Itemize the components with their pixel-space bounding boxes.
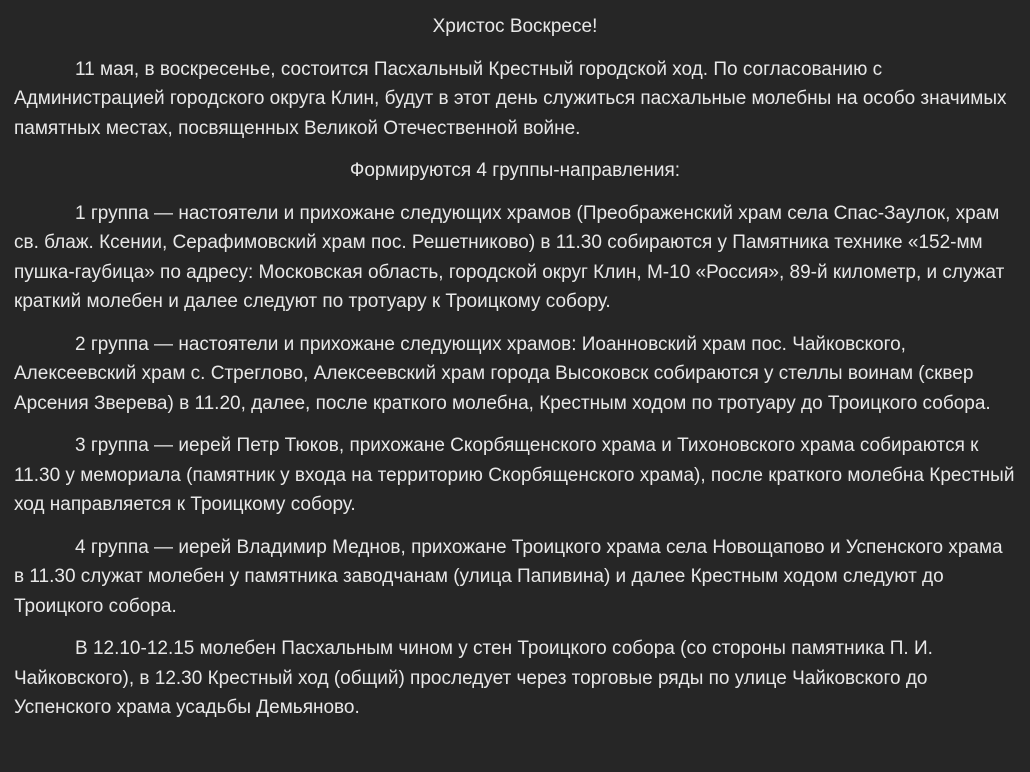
group-2-paragraph: 2 группа — настоятели и прихожане следующих храмов: Иоанновский храм пос. Чайковского, Алексеевский храм с. Стреглово, Алексеевский храм города Высоковск собираются у стеллы воинам (сквер Арсения Зверева) в 11.20, далее, после краткого молебна, Крестным ходом по тротуару до Троицкого собора. bbox=[14, 333, 991, 414]
group-1-paragraph: 1 группа — настоятели и прихожане следующих храмов (Преображенский храм села Спас-Заулок, храм св. блаж. Ксении, Серафимовский храм пос. Решетниково) в 11.30 собираются у Памятника технике «152-мм пушка-гаубица» по адресу: Московская область, городской округ Клин, М-10 «Россия», 89-й километр, и служат краткий молебен и далее следуют по тротуару к Троицкому собору. bbox=[14, 202, 1005, 312]
group-3-paragraph: 3 группа — иерей Петр Тюков, прихожане Скорбященского храма и Тихоновского храма собираются к 11.30 у мемориала (памятник у входа на территорию Скорбященского храма), после краткого молебна Крестный ход направляется к Троицкому собору. bbox=[14, 435, 1015, 515]
intro-paragraph: 11 мая, в воскресенье, состоится Пасхальный Крестный городской ход. По согласованию с Администрацией городского округа Клин, будут в этот день служиться пасхальные молебны на особо значимых памятных местах, посвященных Великой Отечественной войне. bbox=[14, 58, 1007, 139]
group-4-paragraph: 4 группа — иерей Владимир Меднов, прихожане Троицкого храма села Новощапово и Успенского храма в 11.30 служат молебен у памятника заводчанам (улица Папивина) и далее Крестным ходом следуют до Троицкого собора. bbox=[14, 536, 1003, 617]
greeting-heading: Христос Воскресе! bbox=[432, 16, 598, 37]
groups-heading: Формируются 4 группы-направления: bbox=[349, 160, 681, 181]
closing-paragraph: В 12.10-12.15 молебен Пасхальным чином у стен Троицкого собора (со стороны памятника П. И. Чайковского), в 12.30 Крестный ход (общий) проследует через торговые ряды по улице Чайковского до Успенского храма усадьбы Демьяново. bbox=[14, 638, 933, 718]
